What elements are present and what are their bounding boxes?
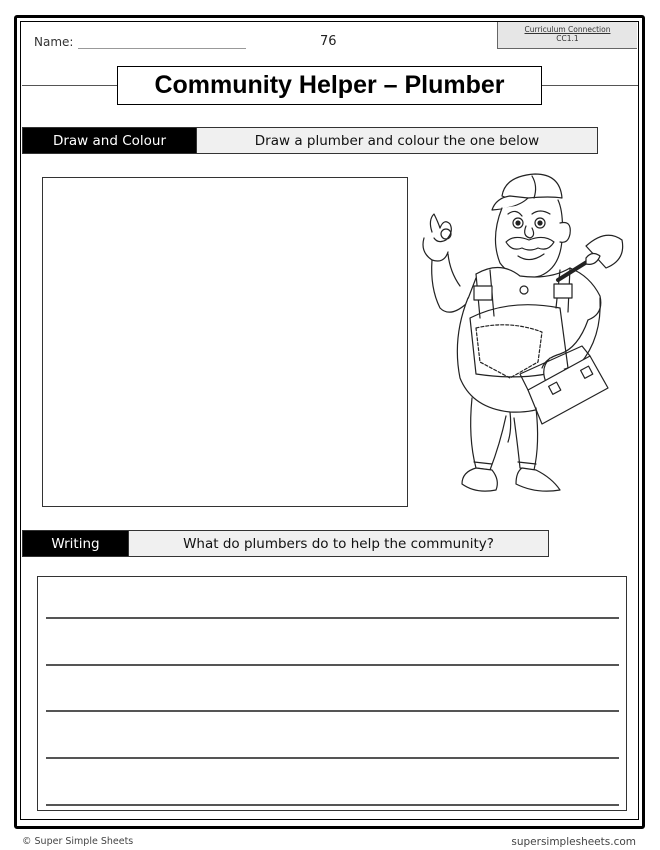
page-title-text: Community Helper – Plumber (154, 71, 505, 99)
curriculum-title: Curriculum Connection (524, 25, 611, 34)
footer-website: supersimplesheets.com (511, 836, 636, 848)
writing-line[interactable] (46, 617, 619, 619)
plumber-illustration (410, 168, 635, 513)
draw-section-prompt: Draw a plumber and colour the one below (196, 128, 597, 153)
page-title (117, 66, 542, 105)
writing-line[interactable] (46, 664, 619, 666)
name-label: Name: (34, 35, 74, 49)
curriculum-code: CC1.1 (556, 34, 579, 43)
writing-line[interactable] (46, 757, 619, 759)
writing-line[interactable] (46, 710, 619, 712)
writing-section-prompt: What do plumbers do to help the community? (128, 531, 548, 556)
name-input-line[interactable] (78, 48, 246, 49)
curriculum-connection-box (497, 22, 637, 49)
drawing-area[interactable] (42, 177, 408, 507)
writing-section-tag: Writing (23, 531, 128, 556)
draw-section-banner (22, 127, 598, 154)
writing-section-banner (22, 530, 549, 557)
footer-copyright: © Super Simple Sheets (22, 836, 134, 847)
draw-section-tag: Draw and Colour (23, 128, 196, 153)
writing-area[interactable] (37, 576, 627, 811)
writing-line[interactable] (46, 804, 619, 806)
page-number: 76 (320, 34, 337, 49)
